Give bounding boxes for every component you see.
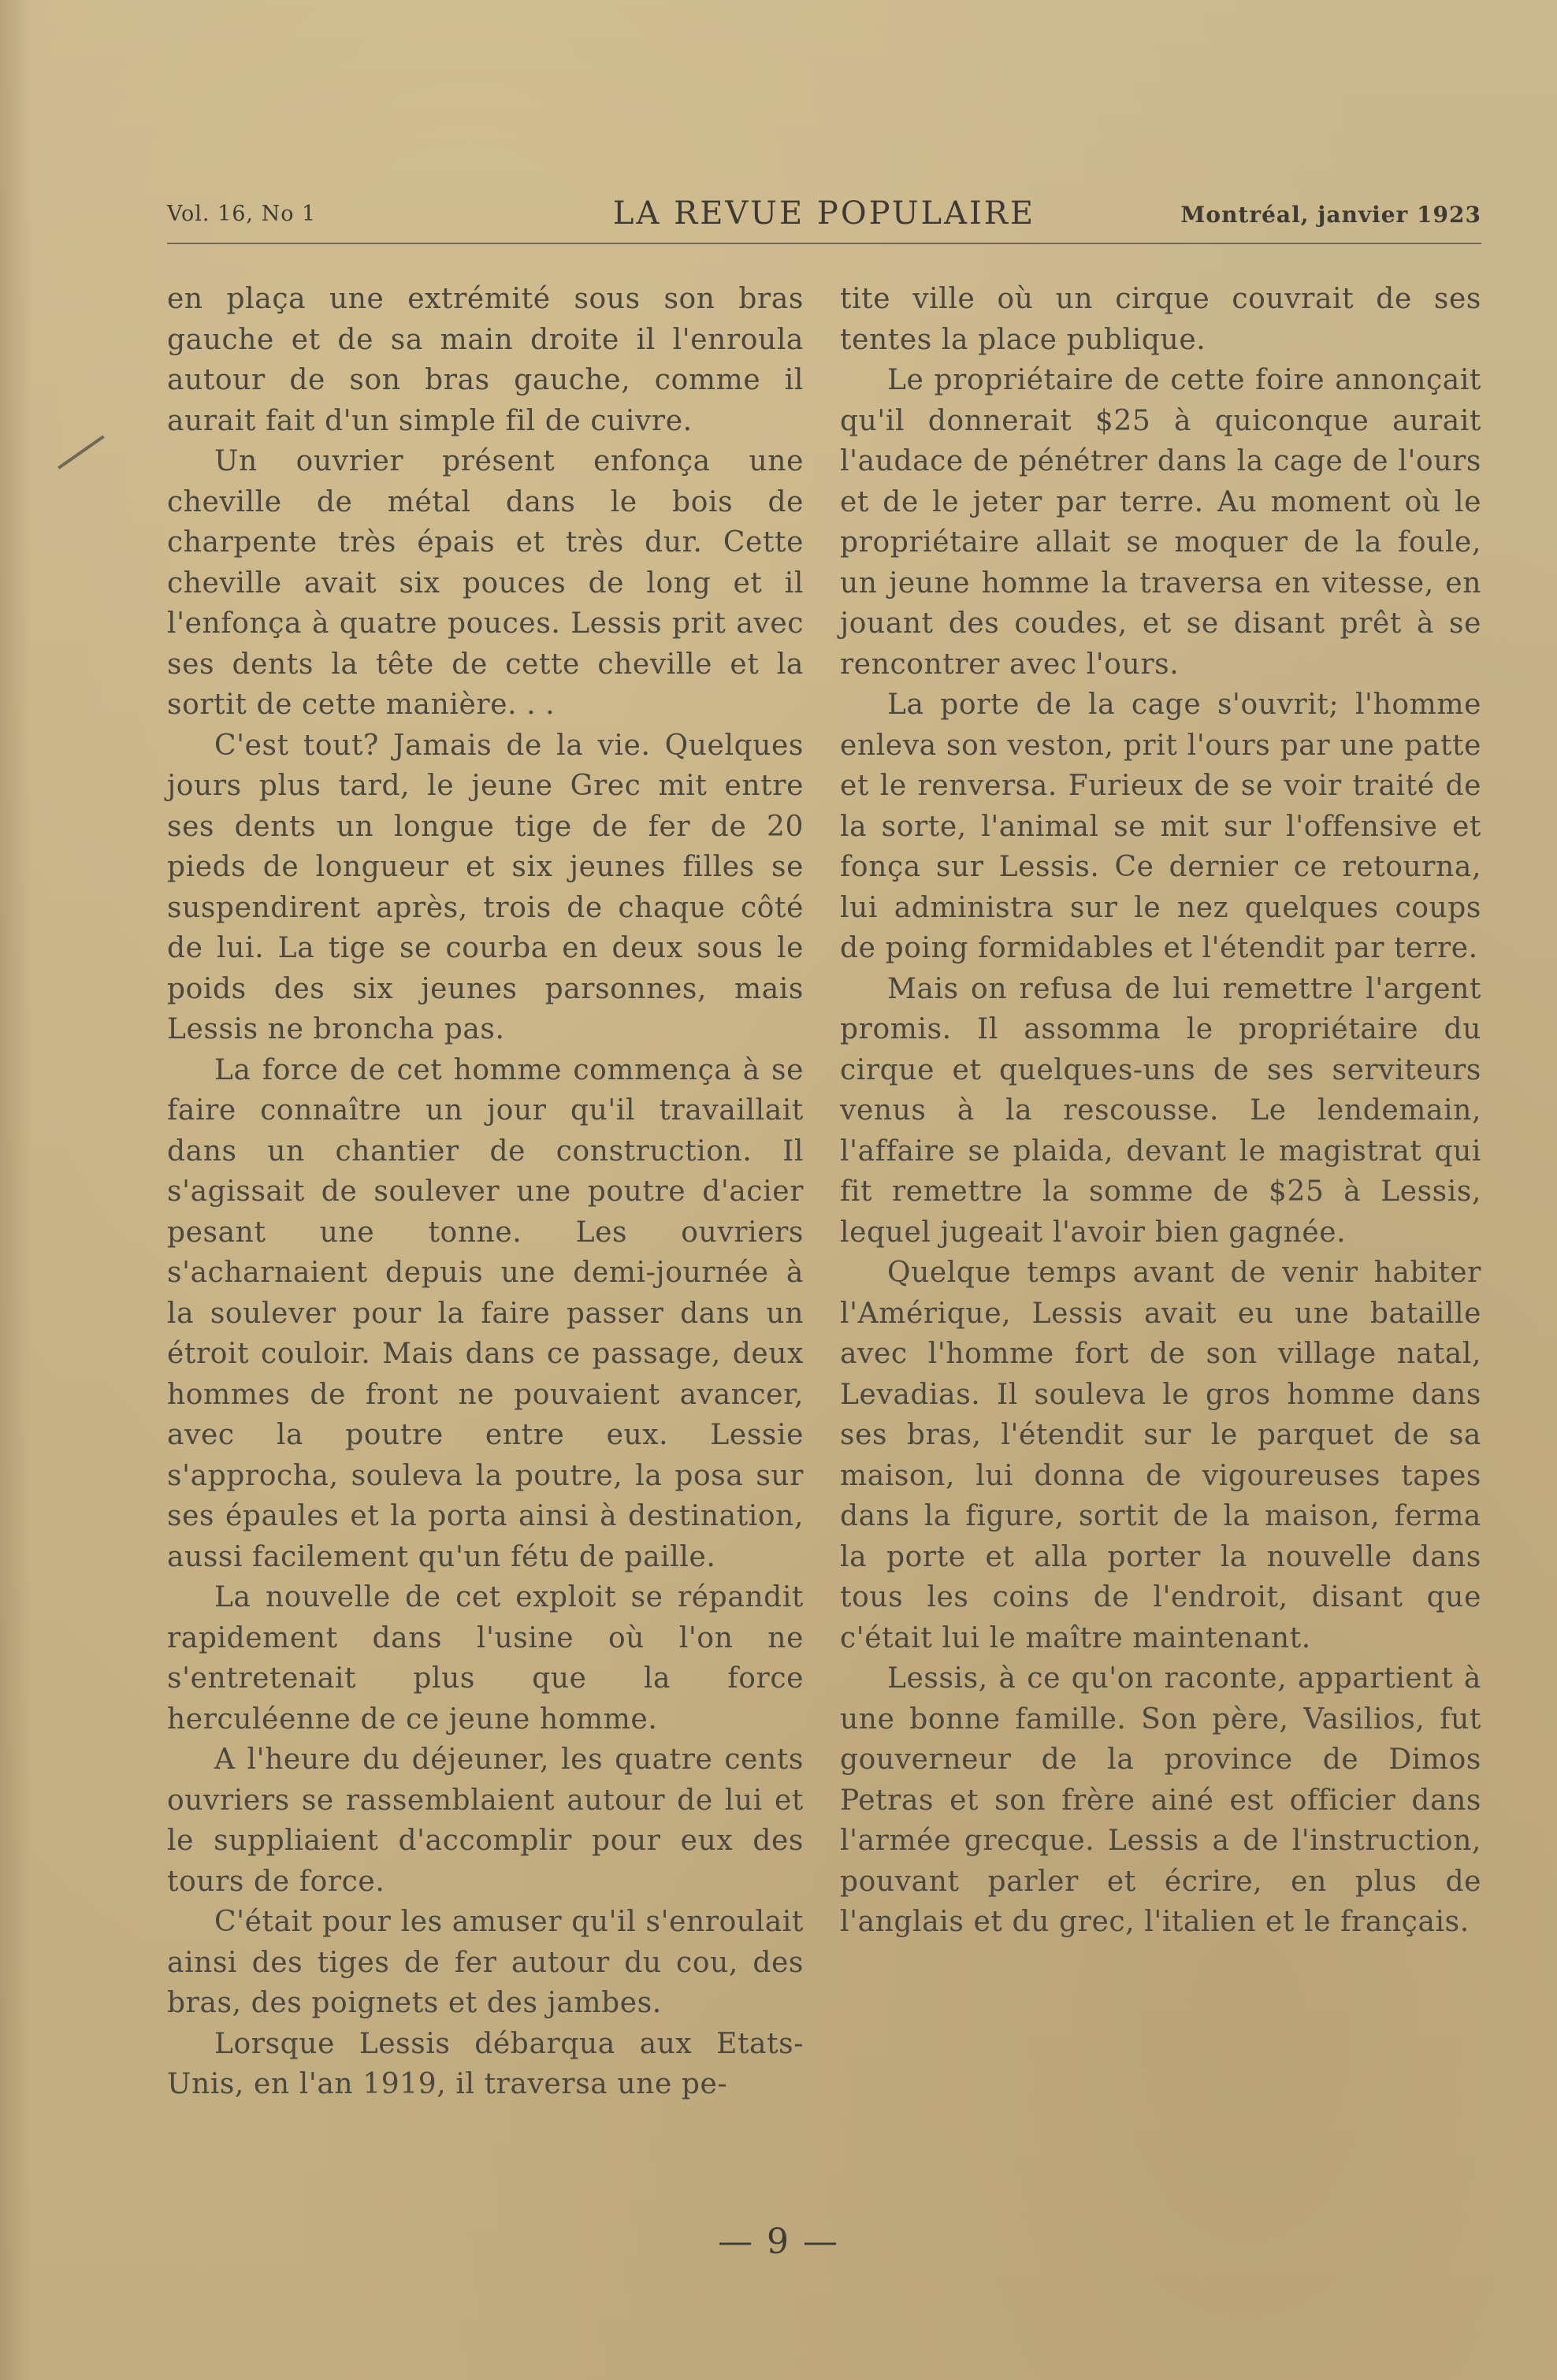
paragraph: C'était pour les amuser qu'il s'enroulait ainsi des tiges de fer autour du cou, des bras, des poignets et des jambes. <box>167 1906 804 2019</box>
issue-date: Montréal, janvier 1923 <box>1180 202 1481 228</box>
paragraph: Lessis, à ce qu'on raconte, appartient à une bonne famille. Son père, Vasilios, fut gouverneur de la province de Dimos Petras et son frère ainé est officier dans l'armée grecque. Lessis a de l'instruction, pouvant parler et écrire, en plus de l'anglais et du grec, l'italien et le français. <box>840 1662 1481 1938</box>
paragraph: La force de cet homme commença à se faire connaître un jour qu'il travaillait dans un chantier de construction. Il s'agissait de soulever une poutre d'acier pesant une tonne. Les ouvriers s'acharnaient depuis une demi-journée à la soulever pour la faire passer dans un étroit couloir. Mais dans ce passage, deux hommes de front ne pouvaient avancer, avec la poutre entre eux. Lessie s'approcha, souleva la poutre, la posa sur ses épaules et la porta ainsi à destination, aussi facilement qu'un fétu de paille. <box>167 1053 804 1573</box>
right-column <box>840 279 1481 1943</box>
header-rule <box>167 243 1481 244</box>
paragraph: Le propriétaire de cette foire annonçait qu'il donnerait $25 à quiconque aurait l'audace de pénétrer dans la cage de l'ours et de le jeter par terre. Au moment où le propriétaire allait se moquer de la foule, un jeune homme la traversa en vitesse, en jouant des coudes, et se disant prêt à se rencontrer avec l'ours. <box>840 364 1481 681</box>
running-header <box>167 195 1481 233</box>
paragraph: Mais on refusa de lui remettre l'argent promis. Il assomma le propriétaire du cirque et quelques-uns de ses serviteurs venus à la rescousse. Le lendemain, l'affaire se plaida, devant le magistrat qui fit remettre la somme de $25 à Lessis, lequel jugeait l'avoir bien gagnée. <box>840 972 1481 1249</box>
paragraph: tite ville où un cirque couvrait de ses tentes la place publique. <box>840 283 1481 356</box>
paragraph: Quelque temps avant de venir habiter l'Amérique, Lessis avait eu une bataille avec l'homme fort de son village natal, Levadias. Il souleva le gros homme dans ses bras, l'étendit sur le parquet de sa maison, lui donna de vigoureuses tapes dans la figure, sortit de la maison, ferma la porte et alla porter la nouvelle dans tous les coins de l'endroit, disant que c'était lui le maître maintenant. <box>840 1257 1481 1654</box>
volume-number: Vol. 16, No 1 <box>167 202 317 226</box>
margin-pencil-mark <box>58 435 105 469</box>
paragraph: en plaça une extrémité sous son bras gauche et de sa main droite il l'enroula autour de son bras gauche, comme il aurait fait d'un simple fil de cuivre. <box>167 283 804 437</box>
paragraph: La nouvelle de cet exploit se répandit rapidement dans l'usine où l'on ne s'entretenait plus que la force herculéenne de ce jeune homme. <box>167 1581 804 1736</box>
paragraph: C'est tout? Jamais de la vie. Quelques jours plus tard, le jeune Grec mit entre ses dents un longue tige de fer de 20 pieds de longueur et six jeunes filles se suspendirent après, trois de chaque côté de lui. La tige se courba en deux sous le poids des six jeunes parsonnes, mais Lessis ne broncha pas. <box>167 729 804 1045</box>
left-column <box>167 279 804 2105</box>
paragraph: Un ouvrier présent enfonça une cheville de métal dans le bois de charpente très épais et très dur. Cette cheville avait six pouces de long et il l'enfonça à quatre pouces. Lessis prit avec ses dents la tête de cette cheville et la sortit de cette manière. . . <box>167 445 804 721</box>
paragraph: A l'heure du déjeuner, les quatre cents ouvriers se rassemblaient autour de lui et le suppliaient d'accomplir pour eux des tours de force. <box>167 1743 804 1898</box>
paragraph: Lorsque Lessis débarqua aux Etats-Unis, en l'an 1919, il traversa une pe- <box>167 2027 804 2100</box>
paragraph: La porte de la cage s'ouvrit; l'homme enleva son veston, prit l'ours par une patte et le renversa. Furieux de se voir traité de la sorte, l'animal se mit sur l'offensive et fonça sur Lessis. Ce dernier ce retourna, lui administra sur le nez quelques coups de poing formidables et l'étendit par terre. <box>840 689 1481 964</box>
publication-title: LA REVUE POPULAIRE <box>612 195 1036 232</box>
page-number: — 9 — <box>718 2222 839 2262</box>
